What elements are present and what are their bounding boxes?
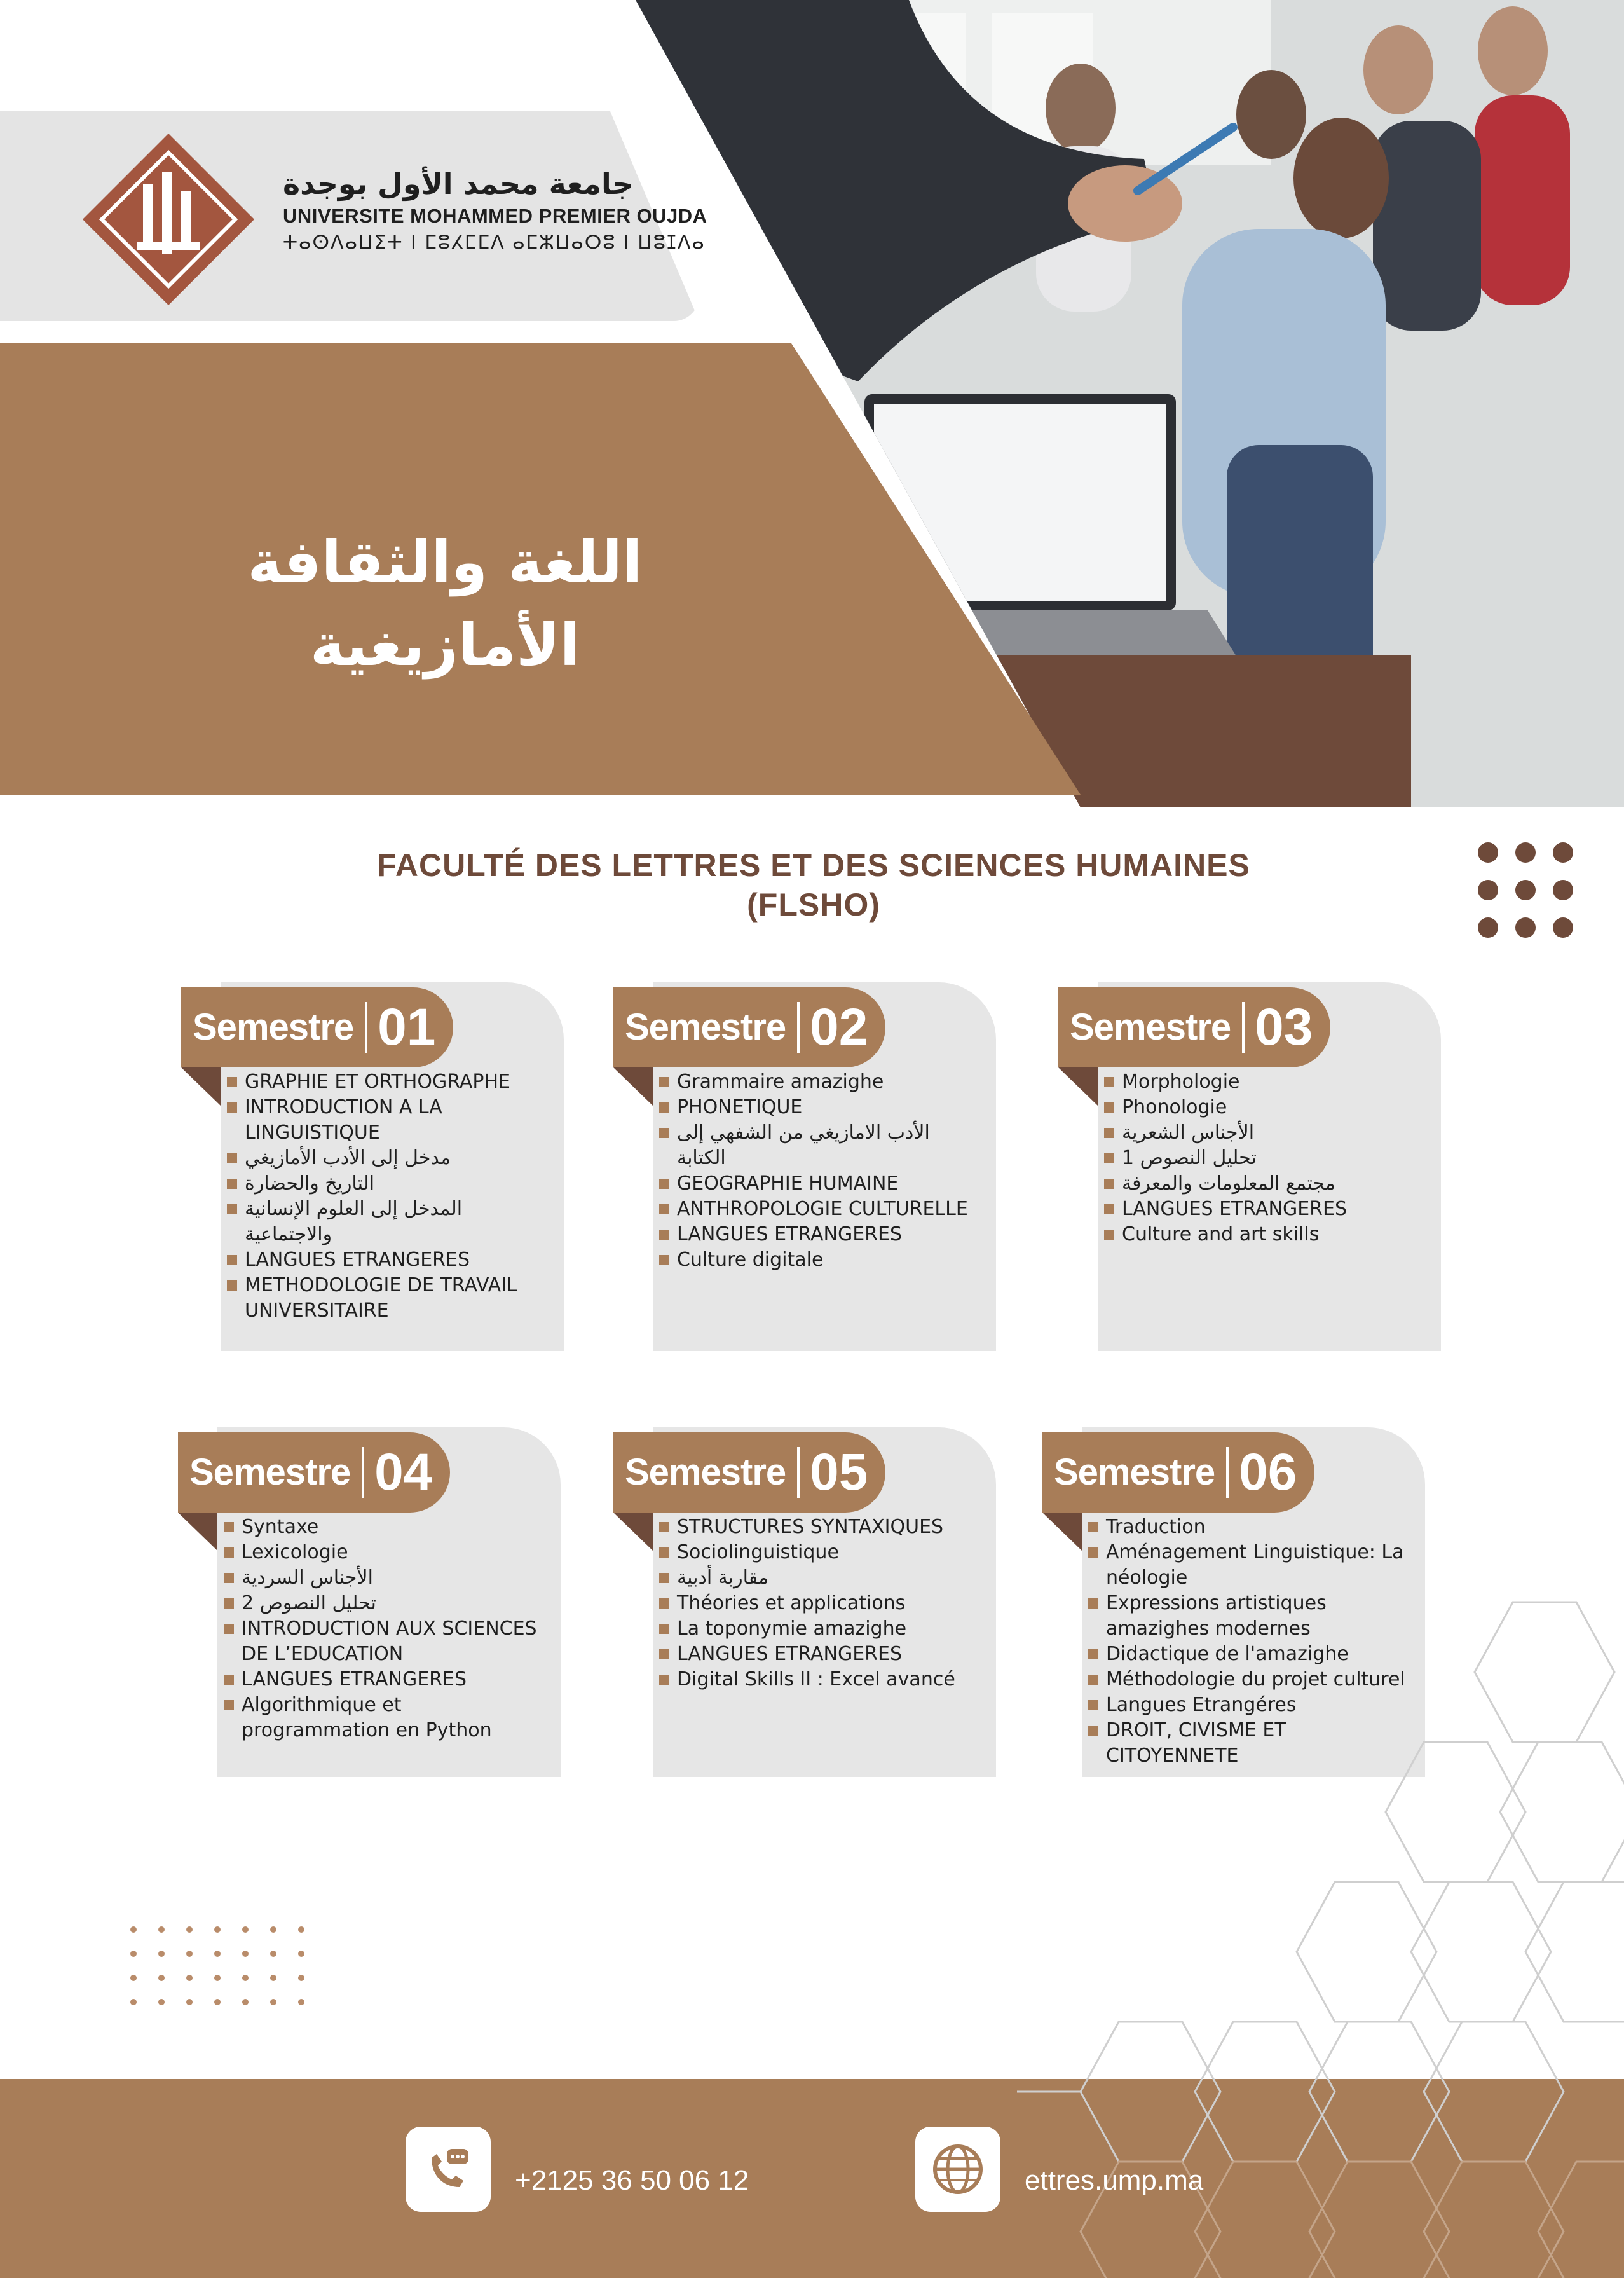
course-item <box>659 1171 977 1197</box>
course-item <box>227 1146 545 1171</box>
faculty-name: FACULTÉ DES LETTRES ET DES SCIENCES HUMAINES <box>377 847 1250 883</box>
bullet-square-icon <box>224 1700 234 1710</box>
bullet-square-icon <box>1088 1522 1098 1532</box>
course-item <box>224 1565 542 1591</box>
course-item <box>659 1222 977 1247</box>
bullet-square-icon <box>659 1102 669 1113</box>
semester-label: Semestre <box>613 1447 800 1498</box>
course-item <box>1104 1197 1422 1222</box>
bullet-square-icon <box>659 1522 669 1532</box>
course-list <box>227 1069 545 1324</box>
course-item <box>227 1273 545 1324</box>
course-item <box>227 1197 545 1247</box>
program-title-line-2: الأمازيغية <box>310 611 580 679</box>
decor-dot <box>1478 842 1498 863</box>
course-item <box>659 1514 977 1540</box>
semester-number: 06 <box>1239 1443 1297 1501</box>
bullet-square-icon <box>227 1204 237 1214</box>
course-name: Culture and art skills <box>1122 1223 1320 1245</box>
course-name: Traduction <box>1106 1516 1206 1538</box>
university-name-fr: UNIVERSITE MOHAMMED PREMIER OUJDA <box>283 205 707 227</box>
bullet-square-icon <box>227 1102 237 1113</box>
course-name: Aménagement Linguistique: La néologie <box>1106 1541 1404 1589</box>
bullet-square-icon <box>227 1077 237 1087</box>
course-name: Sociolinguistique <box>677 1541 839 1563</box>
course-name: تحليل النصوص 2 <box>242 1592 376 1614</box>
course-item <box>224 1591 542 1616</box>
semester-number: 05 <box>810 1443 868 1501</box>
course-name: LANGUES ETRANGERES <box>677 1223 903 1245</box>
semester-badge <box>1058 987 1330 1067</box>
course-list <box>1104 1069 1422 1247</box>
course-item <box>659 1540 977 1565</box>
course-list <box>659 1514 977 1692</box>
course-name: ANTHROPOLOGIE CULTURELLE <box>677 1198 968 1220</box>
bullet-square-icon <box>1104 1204 1114 1214</box>
course-name: LANGUES ETRANGERES <box>1122 1198 1348 1220</box>
course-name: STRUCTURES SYNTAXIQUES <box>677 1516 944 1538</box>
semester-number: 03 <box>1255 998 1313 1056</box>
course-item <box>227 1247 545 1273</box>
decor-dot <box>1515 917 1536 938</box>
badge-fold <box>178 1513 217 1551</box>
course-item <box>227 1095 545 1146</box>
course-item <box>1104 1120 1422 1146</box>
course-name: La toponymie amazighe <box>677 1617 907 1640</box>
course-item <box>1104 1095 1422 1120</box>
course-item <box>1104 1222 1422 1247</box>
course-name: METHODOLOGIE DE TRAVAIL UNIVERSITAIRE <box>245 1274 517 1322</box>
course-name: Langues Etrangéres <box>1106 1694 1297 1716</box>
course-name: LANGUES ETRANGERES <box>242 1668 467 1691</box>
semester-label: Semestre <box>1058 1002 1245 1053</box>
bullet-square-icon <box>224 1547 234 1558</box>
bullet-square-icon <box>224 1624 234 1634</box>
course-name: LANGUES ETRANGERES <box>245 1249 470 1271</box>
course-name: المدخل إلى العلوم الإنسانية والاجتماعية <box>245 1198 463 1245</box>
course-item <box>224 1692 542 1743</box>
phone-chat-icon <box>423 2144 474 2195</box>
phone-number[interactable]: +2125 36 50 06 12 <box>515 2165 749 2196</box>
bullet-square-icon <box>659 1573 669 1583</box>
bullet-square-icon <box>224 1573 234 1583</box>
bullet-square-icon <box>1104 1077 1114 1087</box>
program-title <box>203 521 686 687</box>
course-item <box>659 1667 977 1692</box>
course-list <box>659 1069 977 1273</box>
bullet-square-icon <box>224 1522 234 1532</box>
course-item <box>227 1069 545 1095</box>
course-name: الأجناس السردية <box>242 1567 373 1589</box>
course-name: Culture digitale <box>677 1249 824 1271</box>
bullet-square-icon <box>224 1675 234 1685</box>
faculty-title <box>356 846 1271 924</box>
bullet-square-icon <box>227 1179 237 1189</box>
decor-dot <box>1553 880 1573 900</box>
course-item <box>659 1616 977 1642</box>
semester-label: Semestre <box>613 1002 800 1053</box>
bullet-square-icon <box>224 1598 234 1609</box>
decor-dot <box>1553 842 1573 863</box>
course-name: الأدب الامازيغي من الشفهي إلى الكتابة <box>677 1122 930 1169</box>
course-name: مقاربة أدبية <box>677 1567 769 1589</box>
course-item <box>224 1667 542 1692</box>
bullet-square-icon <box>227 1255 237 1265</box>
badge-fold <box>1042 1513 1082 1551</box>
course-name: PHONETIQUE <box>677 1096 803 1118</box>
course-name: التاريخ والحضارة <box>245 1172 375 1195</box>
course-name: Didactique de l'amazighe <box>1106 1643 1349 1665</box>
website-button[interactable] <box>915 2127 1000 2212</box>
badge-fold <box>181 1067 221 1106</box>
semester-badge <box>613 987 885 1067</box>
faculty-acronym: (FLSHO) <box>747 887 880 923</box>
badge-fold <box>1058 1067 1098 1106</box>
small-dot-grid-decoration <box>130 1926 304 2005</box>
course-name: Algorithmique et programmation en Python <box>242 1694 492 1741</box>
university-logo-icon <box>83 134 254 305</box>
course-name: LANGUES ETRANGERES <box>677 1643 903 1665</box>
course-name: Syntaxe <box>242 1516 319 1538</box>
course-name: Méthodologie du projet culturel <box>1106 1668 1405 1691</box>
course-item <box>1104 1171 1422 1197</box>
bullet-square-icon <box>659 1547 669 1558</box>
decor-dot <box>1515 880 1536 900</box>
decor-dot <box>1478 880 1498 900</box>
bullet-square-icon <box>1104 1102 1114 1113</box>
bullet-square-icon <box>659 1077 669 1087</box>
course-name: مجتمع المعلومات والمعرفة <box>1122 1172 1335 1195</box>
bullet-square-icon <box>1104 1179 1114 1189</box>
course-item <box>1104 1069 1422 1095</box>
course-item <box>659 1642 977 1667</box>
website-url[interactable]: ettres.ump.ma <box>1025 2165 1204 2196</box>
semester-badge <box>1042 1432 1314 1513</box>
semester-badge <box>181 987 453 1067</box>
course-item <box>659 1120 977 1171</box>
course-item <box>659 1591 977 1616</box>
bullet-square-icon <box>659 1624 669 1634</box>
bullet-square-icon <box>659 1204 669 1214</box>
bullet-square-icon <box>659 1649 669 1659</box>
course-item <box>224 1616 542 1667</box>
course-name: Digital Skills II : Excel avancé <box>677 1668 955 1691</box>
course-name: INTRODUCTION AUX SCIENCES DE L’EDUCATION <box>242 1617 537 1665</box>
course-item <box>1088 1514 1406 1540</box>
semester-badge <box>613 1432 885 1513</box>
bullet-square-icon <box>227 1153 237 1163</box>
course-item <box>227 1171 545 1197</box>
bullet-square-icon <box>659 1128 669 1138</box>
bullet-square-icon <box>1104 1153 1114 1163</box>
bullet-square-icon <box>1104 1230 1114 1240</box>
course-item <box>659 1095 977 1120</box>
decor-dot <box>1553 917 1573 938</box>
course-item <box>224 1540 542 1565</box>
course-item <box>659 1247 977 1273</box>
course-item <box>659 1565 977 1591</box>
course-name: Morphologie <box>1122 1071 1240 1093</box>
badge-fold <box>613 1067 653 1106</box>
course-item <box>224 1514 542 1540</box>
bullet-square-icon <box>659 1230 669 1240</box>
course-name: الأجناس الشعرية <box>1122 1122 1255 1144</box>
course-name: Lexicologie <box>242 1541 348 1563</box>
university-name-tifinagh: ⵜⴰⵙⴷⴰⵡⵉⵜ ⵏ ⵎⵓⵃⵎⵎⴷ ⴰⵎⵣⵡⴰⵔⵓ ⵏ ⵡⵓⵊⴷⴰ <box>283 231 706 254</box>
phone-button[interactable] <box>406 2127 491 2212</box>
semester-number: 01 <box>378 998 436 1056</box>
course-name: INTRODUCTION A LA LINGUISTIQUE <box>245 1096 442 1144</box>
course-list <box>224 1514 542 1743</box>
dot-grid-decoration <box>1478 842 1573 938</box>
course-name: DROIT, CIVISME ET CITOYENNETE <box>1106 1719 1286 1767</box>
bullet-square-icon <box>659 1255 669 1265</box>
semester-number: 02 <box>810 998 868 1056</box>
decor-dot <box>1478 917 1498 938</box>
semester-number: 04 <box>374 1443 433 1501</box>
bullet-square-icon <box>659 1179 669 1189</box>
course-name: تحليل النصوص 1 <box>1122 1147 1257 1169</box>
badge-fold <box>613 1513 653 1551</box>
course-name: GRAPHIE ET ORTHOGRAPHE <box>245 1071 510 1093</box>
course-name: GEOGRAPHIE HUMAINE <box>677 1172 899 1195</box>
course-name: Phonologie <box>1122 1096 1227 1118</box>
semester-badge <box>178 1432 450 1513</box>
semester-label: Semestre <box>181 1002 367 1053</box>
globe-icon <box>929 2141 986 2198</box>
bullet-square-icon <box>659 1675 669 1685</box>
course-name: Expressions artistiques amazighes modernes <box>1106 1592 1327 1640</box>
bullet-square-icon <box>659 1598 669 1609</box>
decor-dot <box>1515 842 1536 863</box>
program-title-line-1: اللغة والثقافة <box>247 528 643 596</box>
course-item <box>659 1069 977 1095</box>
course-name: Théories et applications <box>677 1592 906 1614</box>
semester-label: Semestre <box>1042 1447 1229 1498</box>
bullet-square-icon <box>1104 1128 1114 1138</box>
course-name: Grammaire amazighe <box>677 1071 884 1093</box>
course-item <box>1104 1146 1422 1171</box>
university-name-ar: جامعة محمد الأول بوجدة <box>283 167 634 201</box>
semester-label: Semestre <box>178 1447 364 1498</box>
course-name: مدخل إلى الأدب الأمازيغي <box>245 1147 451 1169</box>
course-item <box>659 1197 977 1222</box>
bullet-square-icon <box>227 1280 237 1291</box>
bullet-square-icon <box>1088 1547 1098 1558</box>
